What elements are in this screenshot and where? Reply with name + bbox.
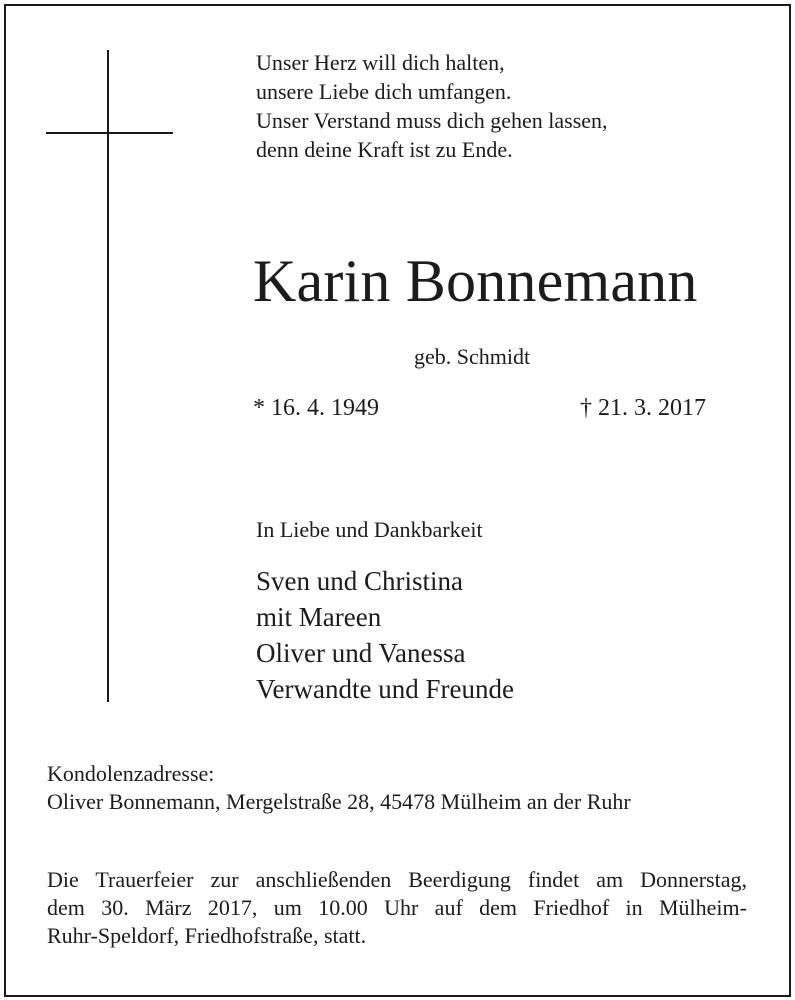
condolence-label: Kondolenzadresse: [47,761,215,786]
cross-horizontal-bar [46,132,173,134]
mourner: Sven und Christina [256,566,463,596]
cross-vertical-bar [107,50,109,702]
death-date: † 21. 3. 2017 [580,395,706,421]
maiden-name: geb. Schmidt [414,344,531,369]
mourner: Verwandte und Freunde [256,674,514,704]
funeral-line: dem 30. März 2017, um 10.00 Uhr auf dem Friedhof in Mülheim- [47,895,747,920]
condolence-block [47,760,631,816]
poem-line: Unser Herz will dich halten, [256,50,505,75]
mourner: Oliver und Vanessa [256,638,466,668]
poem-line: denn deine Kraft ist zu Ende. [256,137,513,162]
funeral-info [47,866,747,950]
funeral-line: Ruhr-Speldorf, Friedhofstraße, statt. [47,923,367,948]
poem-line: unsere Liebe dich umfangen. [256,79,512,104]
dedication: In Liebe und Dankbarkeit [256,517,483,542]
poem-line: Unser Verstand muss dich gehen lassen, [256,108,608,133]
condolence-address: Oliver Bonnemann, Mergelstraße 28, 45478 Mülheim an der Ruhr [47,789,631,814]
deceased-name: Karin Bonnemann [253,248,698,314]
poem [256,48,608,164]
birth-date: * 16. 4. 1949 [253,395,379,421]
funeral-line: Die Trauerfeier zur anschließenden Beerdigung findet am Donnerstag, [47,867,747,892]
mourners-list [256,563,514,707]
mourner: mit Mareen [256,602,382,632]
